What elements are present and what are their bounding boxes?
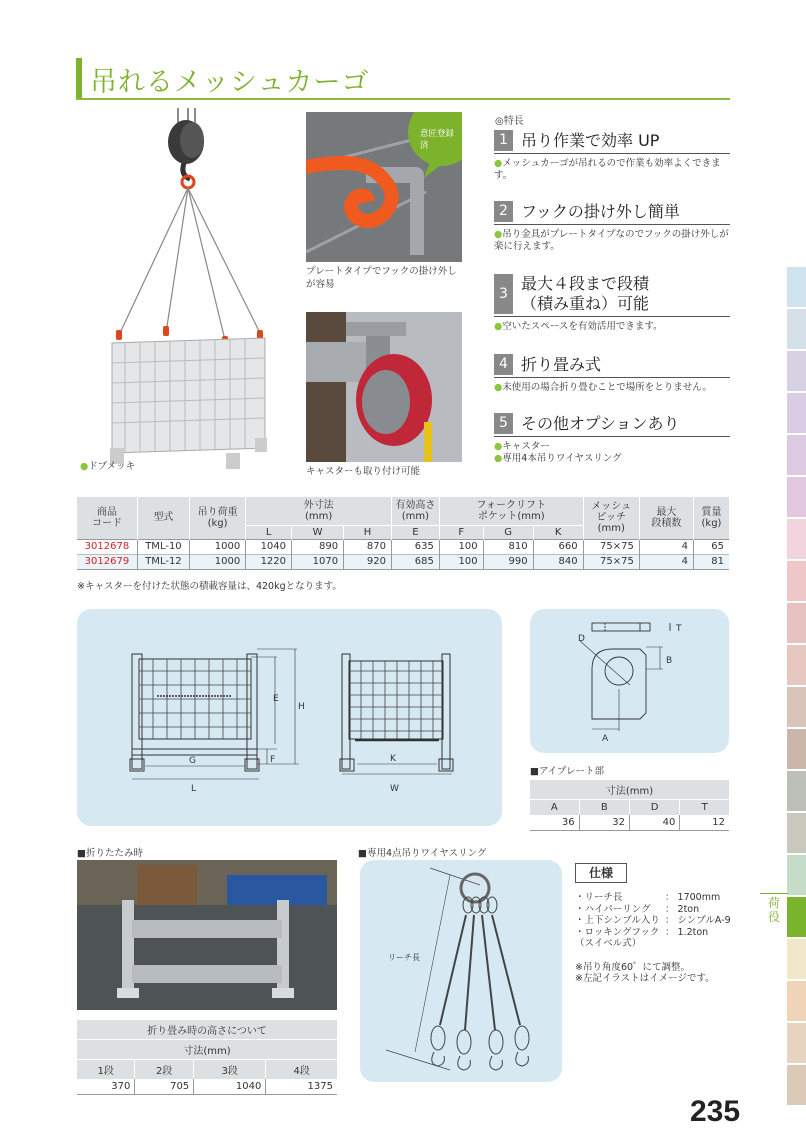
header-forklift-pocket: フォークリフト ポケット(mm): [439, 497, 583, 525]
index-tab[interactable]: [787, 1065, 806, 1105]
index-tab[interactable]: [787, 1023, 806, 1063]
dimension-diagram-panel: [77, 609, 502, 826]
folded-height-table: 折り畳み時の高さについて 寸法(mm) 1段 2段 3段 4段 370 705 1040 1375: [77, 1020, 337, 1095]
spec-table: [77, 497, 729, 570]
spec-table-note: ※キャスターを付けた状態の積載容量は、420kgとなります。: [77, 581, 342, 592]
feature-heading: [494, 413, 730, 437]
feature-title: フックの掛け外し簡単: [521, 201, 680, 221]
header-H: H: [344, 525, 392, 539]
category-label[interactable]: 荷役: [760, 893, 788, 924]
header-load: 吊り荷重 (kg): [189, 497, 245, 539]
caption-text: ドブメッキ: [88, 461, 136, 472]
spec-list: [575, 892, 731, 985]
feature-heading: [494, 201, 730, 225]
feature-heading: [494, 354, 730, 378]
feature-title: 最大４段まで段積 （積み重ね）可能: [521, 274, 650, 313]
index-tab[interactable]: [787, 645, 806, 685]
sling-section-title: ■専用4点吊りワイヤスリング: [358, 848, 487, 859]
table-row: 3012678 TML-10 1000 1040 890 870 635 100 810 660 75×75 4 65: [77, 539, 729, 554]
cage-dimension-drawing: [77, 609, 502, 826]
feature-title: 折り畳み式: [521, 354, 602, 374]
header-max-stack: 最大 段積数: [639, 497, 693, 539]
feature-number: 4: [494, 354, 513, 375]
eyeplate-drawing: [530, 609, 729, 753]
svg-text:T: T: [676, 624, 682, 634]
feature-description: ●空いたスペースを有効活用できます。: [494, 321, 663, 332]
page-number: 235: [690, 1095, 741, 1128]
header-mass: 質量 (kg): [693, 497, 729, 539]
index-tab[interactable]: [787, 897, 806, 937]
index-tab[interactable]: [787, 687, 806, 727]
index-tab[interactable]: [787, 981, 806, 1021]
index-tab[interactable]: [787, 771, 806, 811]
feature-number: 1: [494, 130, 513, 151]
feature-1: [494, 130, 730, 182]
index-tab[interactable]: [787, 309, 806, 349]
index-tab[interactable]: [787, 603, 806, 643]
svg-text:D: D: [578, 634, 585, 644]
spec-item: ・ハイパーリング ： 2ton: [575, 903, 700, 915]
feature-description: ●キャスター ●専用4本吊りワイヤスリング: [494, 441, 622, 464]
table-row: 36 32 40 12: [530, 815, 729, 831]
svg-text:G: G: [189, 756, 196, 766]
table-row: 370 705 1040 1375: [77, 1079, 337, 1095]
spec-item: ・上下シンブル入り ： シンブルA-9: [575, 915, 731, 926]
index-tab[interactable]: [787, 393, 806, 433]
feature-heading: [494, 130, 730, 154]
svg-text:K: K: [390, 754, 396, 764]
spec-item: ・リーチ長 ： 1700mm: [575, 892, 721, 903]
spec-item: （スイベル式）: [575, 938, 642, 949]
header-model: 型式: [137, 497, 189, 539]
header-K: K: [533, 525, 583, 539]
svg-text:B: B: [666, 656, 673, 666]
header-code: 商品 コード: [77, 497, 137, 539]
feature-3: [494, 274, 730, 333]
feature-description: ●吊り金具がプレートタイプなのでフックの掛け外しが楽に行えます。: [494, 229, 729, 252]
index-tab[interactable]: [787, 477, 806, 517]
hook-photo-caption: プレートタイプでフックの掛け外しが容易: [306, 266, 457, 290]
index-tab[interactable]: [787, 813, 806, 853]
feature-number: 5: [494, 413, 513, 434]
product-code[interactable]: 3012679: [77, 554, 137, 569]
feature-2: [494, 201, 730, 253]
eyeplate-diagram-panel: [530, 609, 729, 753]
header-E: E: [391, 525, 439, 539]
spec-note: ※左記イラストはイメージです。: [575, 973, 715, 984]
feature-title: 吊り作業で効率 UP: [521, 130, 660, 150]
feature-description: ●メッシュカーゴが吊れるので作業も効率よくできます。: [494, 158, 721, 181]
feature-4: [494, 354, 730, 394]
header-mesh-pitch: メッシュ ピッチ (mm): [583, 497, 639, 539]
svg-text:F: F: [270, 755, 276, 765]
side-index-tabs: [787, 267, 806, 1107]
spec-note: ※吊り角度60゜にて調整。: [575, 961, 691, 973]
header-effective-height: 有効高さ (mm): [391, 497, 439, 525]
svg-text:H: H: [298, 702, 305, 712]
feature-title: その他オプションあり: [521, 413, 680, 433]
feature-number: 3: [494, 274, 513, 314]
feature-heading: [494, 274, 730, 317]
eyeplate-table: 寸法(mm) A B D T 36 32 40 12: [530, 780, 729, 831]
folded-cage-photo: [77, 860, 337, 1010]
feature-5: [494, 413, 730, 465]
spec-box-title: 仕様: [575, 863, 627, 883]
header-L: L: [246, 525, 292, 539]
main-product-photo: [100, 108, 280, 480]
table-row: 3012679 TML-12 1000 1220 1070 920 685 100 990 840 75×75 4 81: [77, 554, 729, 569]
feature-number: 2: [494, 201, 513, 222]
page-title-bar: [76, 58, 730, 100]
index-tab[interactable]: [787, 561, 806, 601]
main-photo-caption: [80, 460, 135, 473]
eyeplate-table-header: 寸法(mm): [530, 780, 729, 800]
wire-sling-drawing: [360, 860, 562, 1082]
index-tab[interactable]: [787, 267, 806, 307]
index-tab[interactable]: [787, 855, 806, 895]
index-tab[interactable]: [787, 435, 806, 475]
svg-text:A: A: [602, 734, 609, 744]
hook-plate-photo: [306, 112, 462, 262]
svg-text:E: E: [273, 694, 279, 704]
folded-section-title: ■折りたたみ時: [77, 848, 143, 859]
index-tab[interactable]: [787, 519, 806, 559]
header-W: W: [292, 525, 344, 539]
header-outer-dimensions: 外寸法 (mm): [246, 497, 392, 525]
design-registered-badge: 意匠登録済: [420, 129, 455, 151]
title-accent-bar: [76, 58, 82, 98]
feature-description: ●未使用の場合折り畳むことで場所をとりません。: [494, 382, 712, 393]
bullet-icon: ●: [80, 461, 89, 472]
caster-photo: [306, 312, 462, 462]
product-code[interactable]: 3012678: [77, 539, 137, 554]
folded-table-header: 寸法(mm): [77, 1040, 337, 1060]
index-tab[interactable]: [787, 939, 806, 979]
spec-item: ・ロッキングフック ： 1.2ton: [575, 926, 709, 938]
page-title: 吊れるメッシュカーゴ: [90, 67, 370, 98]
svg-text:W: W: [390, 784, 399, 794]
header-F: F: [439, 525, 483, 539]
svg-text:L: L: [191, 784, 197, 794]
wire-sling-panel: [360, 860, 562, 1082]
eyeplate-section-title: ■アイプレート部: [530, 766, 604, 777]
folded-table-title: 折り畳み時の高さについて: [77, 1020, 337, 1040]
header-G: G: [483, 525, 533, 539]
index-tab[interactable]: [787, 351, 806, 391]
svg-text:リーチ長: リーチ長: [388, 953, 420, 962]
features-label: ◎特長: [495, 116, 524, 127]
index-tab[interactable]: [787, 729, 806, 769]
caster-photo-caption: キャスターも取り付け可能: [306, 466, 421, 477]
